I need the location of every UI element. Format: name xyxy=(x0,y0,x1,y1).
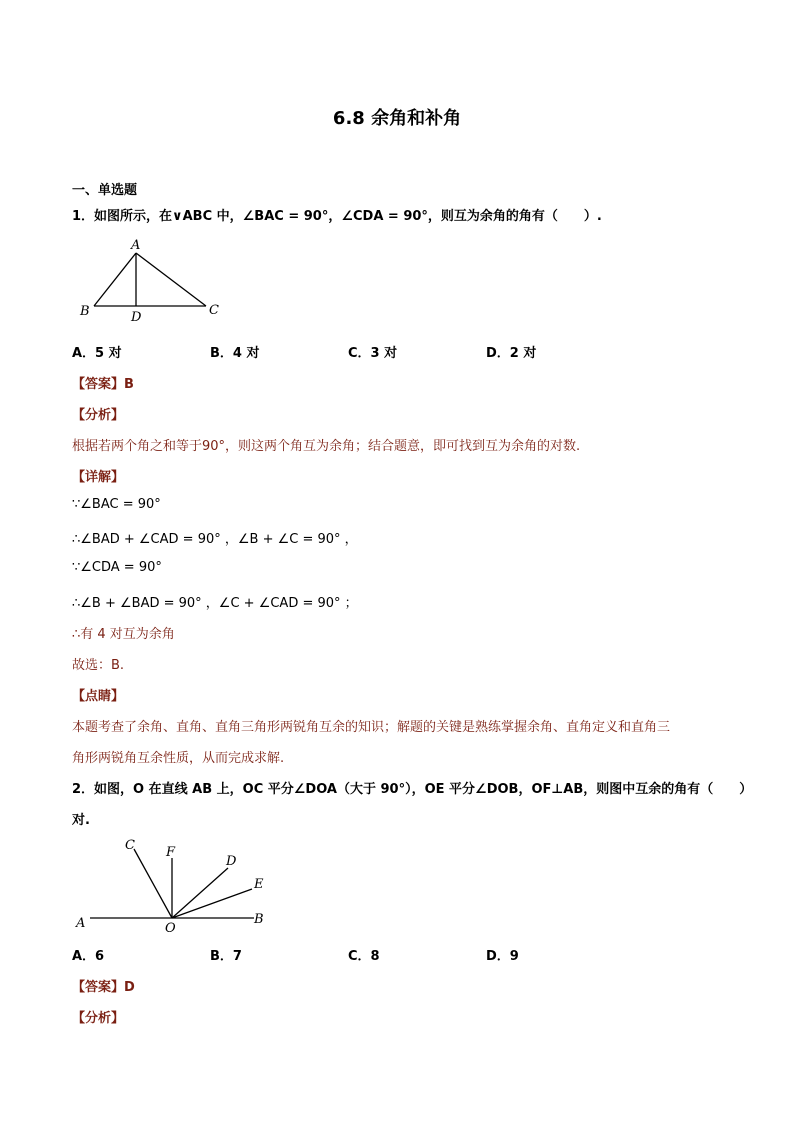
answer-label: 【答案】 xyxy=(72,377,125,392)
answer-value: B xyxy=(124,377,134,392)
analysis-text: 根据若两个角之和等于90°，则这两个角互为余角；结合题意，即可找到互为余角的对数. xyxy=(72,439,581,454)
q1-option-c: C．3 对 xyxy=(348,346,398,361)
segment-ab xyxy=(94,253,136,306)
q2-option-d: D．9 xyxy=(486,949,519,964)
point-label-b: B xyxy=(254,912,264,927)
point-label-a: A xyxy=(76,916,86,931)
point-label-a: A xyxy=(131,238,141,253)
comment-line: 角形两锐角互余性质，从而完成求解. xyxy=(72,751,285,766)
point-label-d: D xyxy=(226,854,237,869)
section-heading: 一、单选题 xyxy=(72,183,138,198)
ray-od xyxy=(172,868,228,918)
analysis-label: 【分析】 xyxy=(72,408,125,423)
detail-line: ∴∠B + ∠BAD = 90° ，∠C + ∠CAD = 90° ； xyxy=(72,596,358,611)
q2-option-a: A．6 xyxy=(72,949,105,964)
ray-oe xyxy=(172,889,252,918)
point-label-d: D xyxy=(131,310,142,325)
point-label-f: F xyxy=(166,845,176,860)
question-2-stem: 2．如图，O 在直线 AB 上，OC 平分∠DOA（大于 90°），OE 平分∠DOB，OF⊥AB，则图中互余的角有（ ） xyxy=(72,782,753,797)
question-2-stem-cont: 对. xyxy=(72,813,90,828)
answer-value: D xyxy=(124,980,135,995)
point-label-b: B xyxy=(80,304,90,319)
q1-answer-row xyxy=(72,373,134,392)
segment-ac xyxy=(136,253,206,306)
detail-line: ∴∠BAD + ∠CAD = 90° ，∠B + ∠C = 90° ， xyxy=(72,532,358,547)
point-label-e: E xyxy=(254,877,264,892)
q1-option-a: A．5 对 xyxy=(72,346,122,361)
q2-angles-figure xyxy=(72,834,272,938)
q2-option-c: C．8 xyxy=(348,949,380,964)
q1-option-d: D．2 对 xyxy=(486,346,537,361)
detail-line: ∵∠BAC = 90° xyxy=(72,497,161,512)
point-label-c: C xyxy=(209,303,219,318)
q1-option-b: B．4 对 xyxy=(210,346,260,361)
point-label-o: O xyxy=(165,921,176,936)
detail-line: ∵∠CDA = 90° xyxy=(72,560,162,575)
detail-line: 故选：B. xyxy=(72,658,125,673)
point-label-c: C xyxy=(125,838,135,853)
q1-triangle-figure xyxy=(72,233,232,325)
q2-answer-row xyxy=(72,976,135,995)
detail-label: 【详解】 xyxy=(72,470,125,485)
detail-line: ∴有 4 对互为余角 xyxy=(72,627,175,642)
analysis-label: 【分析】 xyxy=(72,1011,125,1026)
question-1-stem: 1．如图所示，在∨ABC 中，∠BAC = 90°，∠CDA = 90°，则互为余角的角有（ ）. xyxy=(72,209,602,224)
page-title: 6.8 余角和补角 xyxy=(332,108,462,129)
answer-label: 【答案】 xyxy=(72,980,125,995)
comment-label: 【点睛】 xyxy=(72,689,125,704)
comment-line: 本题考查了余角、直角、直角三角形两锐角互余的知识；解题的关键是熟练掌握余角、直角定义和直角三 xyxy=(72,720,671,735)
q2-option-b: B．7 xyxy=(210,949,242,964)
